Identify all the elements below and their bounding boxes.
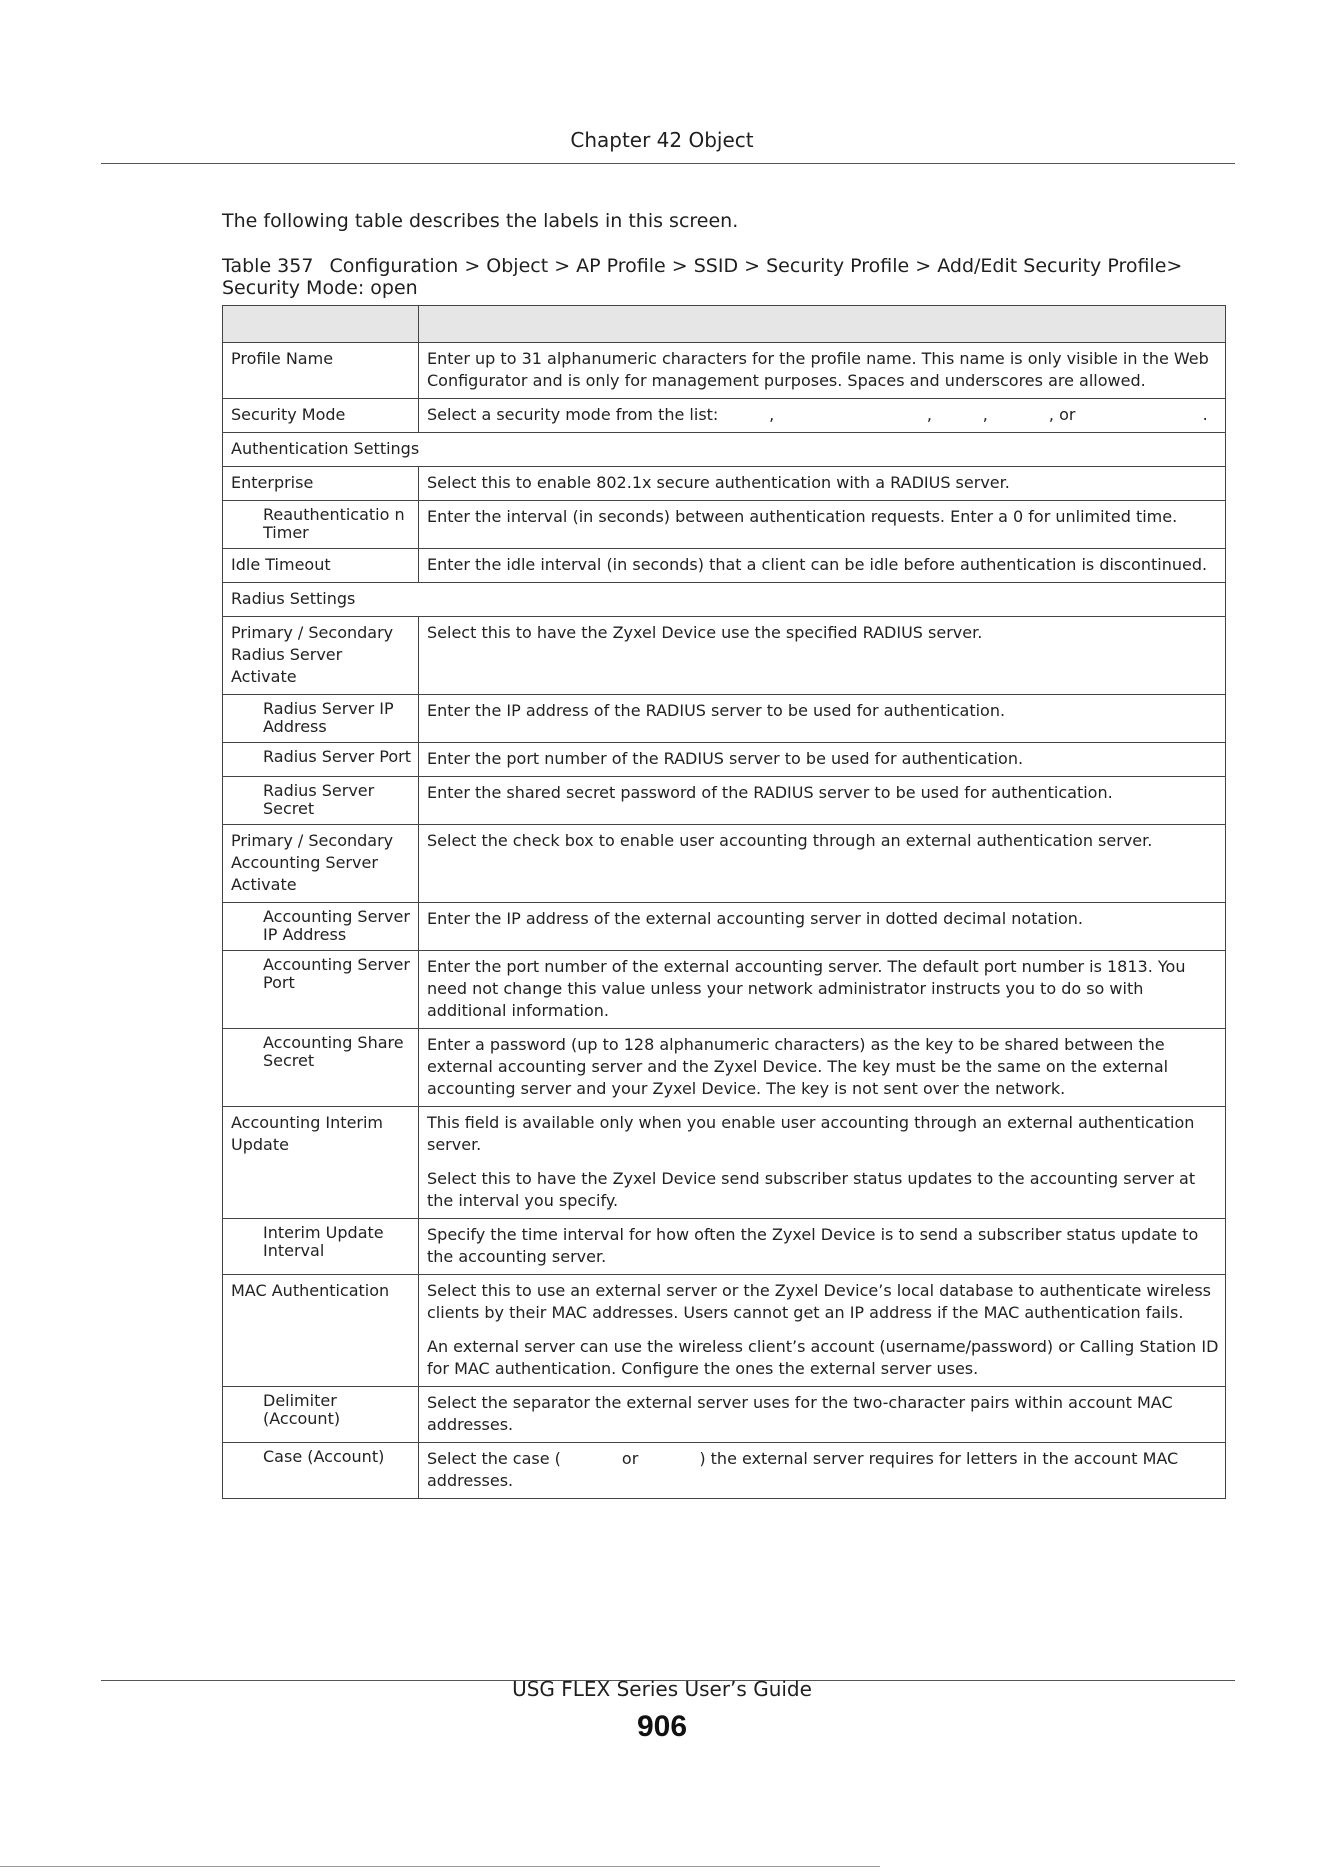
header-description: [419, 306, 1226, 343]
table-title: Configuration > Object > AP Profile > SSID > Security Profile > Add/Edit Security Profile> Security Mode: open: [222, 255, 1183, 299]
page-number: 906: [636, 1710, 688, 1743]
row-description: Enter the shared secret password of the RADIUS server to be used for authentication.: [419, 777, 1226, 825]
table-row: [223, 1219, 1226, 1275]
row-description: Enter the idle interval (in seconds) that a client can be idle before authentication is discontinued.: [419, 549, 1226, 583]
row-description: Enter the IP address of the external accounting server in dotted decimal notation.: [419, 903, 1226, 951]
labels-table: [222, 305, 1226, 1499]
row-description: Enter the port number of the RADIUS server to be used for authentication.: [419, 743, 1226, 777]
row-description-para: An external server can use the wireless client’s account (username/password) or Calling Station ID for MAC authentication. Configure the ones the external server uses.: [427, 1337, 1219, 1378]
row-description: Enter the IP address of the RADIUS server to be used for authentication.: [419, 695, 1226, 743]
section-label: Authentication Settings: [223, 433, 1226, 467]
header-rule: [101, 163, 1235, 164]
section-row: [223, 433, 1226, 467]
chapter-header: Chapter 42 Object: [570, 128, 754, 152]
intro-text: The following table describes the labels in this screen.: [222, 210, 739, 232]
row-label: Case (Account): [223, 1443, 419, 1499]
row-label: Interim Update Interval: [223, 1219, 419, 1275]
row-label: Security Mode: [223, 399, 419, 433]
row-label: Radius Server Secret: [223, 777, 419, 825]
row-description: Enter the port number of the external accounting server. The default port number is 1813. You need not change this value unless your network administrator instructs you to do so with additional information.: [419, 951, 1226, 1029]
row-label: Profile Name: [223, 343, 419, 399]
row-description: Select the check box to enable user accounting through an external authentication server.: [419, 825, 1226, 903]
row-description: Enter up to 31 alphanumeric characters for the profile name. This name is only visible in the Web Configurator and is only for management purposes. Spaces and underscores are allowed.: [419, 343, 1226, 399]
guide-title: USG FLEX Series User’s Guide: [512, 1677, 812, 1701]
row-label: Radius Server IP Address: [223, 695, 419, 743]
table-header-row: [223, 306, 1226, 343]
row-description: Select this to enable 802.1x secure authentication with a RADIUS server.: [419, 467, 1226, 501]
table-row: [223, 1029, 1226, 1107]
row-label: Idle Timeout: [223, 549, 419, 583]
table-row: [223, 903, 1226, 951]
row-description: Enter a password (up to 128 alphanumeric characters) as the key to be shared between the external accounting server and the Zyxel Device. The key must be the same on the external accounting server and your Zyxel Device. The key is not sent over the network.: [419, 1029, 1226, 1107]
table-row: [223, 777, 1226, 825]
row-description: [419, 1107, 1226, 1219]
table-row: [223, 549, 1226, 583]
row-description: Select this to have the Zyxel Device use the specified RADIUS server.: [419, 617, 1226, 695]
row-description: Enter the interval (in seconds) between authentication requests. Enter a 0 for unlimited time.: [419, 501, 1226, 549]
row-label: Primary / Secondary Radius Server Activate: [223, 617, 419, 695]
table-row: [223, 1107, 1226, 1219]
row-description: Select the case ( or ) the external server requires for letters in the account MAC addresses.: [419, 1443, 1226, 1499]
table-row: [223, 825, 1226, 903]
header-label: [223, 306, 419, 343]
row-label: Accounting Server IP Address: [223, 903, 419, 951]
row-description: Select a security mode from the list: , , , , or .: [419, 399, 1226, 433]
row-description-para: Select this to use an external server or the Zyxel Device’s local database to authenticate wireless clients by their MAC addresses. Users cannot get an IP address if the MAC authentication fails.: [427, 1281, 1211, 1322]
row-label: Accounting Interim Update: [223, 1107, 419, 1219]
table-row: [223, 743, 1226, 777]
table-row: [223, 695, 1226, 743]
bottom-edge-line: [0, 1866, 880, 1867]
row-label: Primary / Secondary Accounting Server Activate: [223, 825, 419, 903]
table-number: Table 357: [222, 255, 314, 277]
table-row: [223, 343, 1226, 399]
row-description-para: Select this to have the Zyxel Device send subscriber status updates to the accounting server at the interval you specify.: [427, 1169, 1196, 1210]
row-description-para: This field is available only when you enable user accounting through an external authentication server.: [427, 1113, 1195, 1154]
row-label: Delimiter (Account): [223, 1387, 419, 1443]
table-row: [223, 1275, 1226, 1387]
row-description: Select the separator the external server uses for the two-character pairs within account MAC addresses.: [419, 1387, 1226, 1443]
table-row: [223, 1443, 1226, 1499]
row-label: Reauthenticatio n Timer: [223, 501, 419, 549]
row-description: Specify the time interval for how often the Zyxel Device is to send a subscriber status update to the accounting server.: [419, 1219, 1226, 1275]
row-label: Enterprise: [223, 467, 419, 501]
row-label: Radius Server Port: [223, 743, 419, 777]
table-row: [223, 951, 1226, 1029]
row-description: [419, 1275, 1226, 1387]
row-label: MAC Authentication: [223, 1275, 419, 1387]
table-row: [223, 399, 1226, 433]
table-row: [223, 1387, 1226, 1443]
row-label: Accounting Share Secret: [223, 1029, 419, 1107]
table-row: [223, 467, 1226, 501]
table-row: [223, 617, 1226, 695]
section-row: [223, 583, 1226, 617]
table-row: [223, 501, 1226, 549]
table-caption: [222, 255, 1232, 299]
row-label: Accounting Server Port: [223, 951, 419, 1029]
section-label: Radius Settings: [223, 583, 1226, 617]
